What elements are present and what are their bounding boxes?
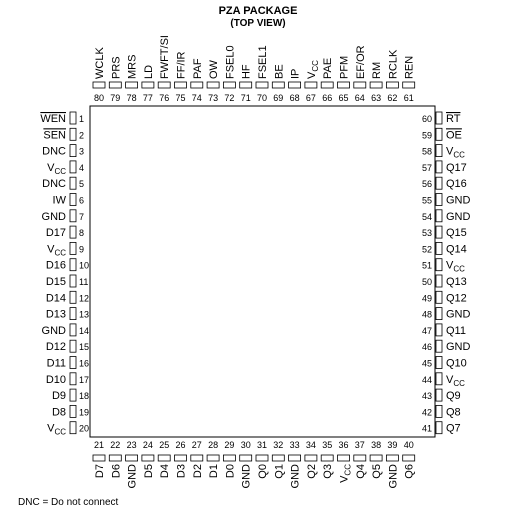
pin-label-72: FSEL0 bbox=[224, 45, 237, 79]
pin-label-70: FSEL1 bbox=[257, 45, 269, 79]
pin-number-37: 37 bbox=[354, 440, 365, 450]
pin-number-68: 68 bbox=[289, 93, 300, 103]
pin-label-56: Q16 bbox=[446, 178, 467, 191]
pin-44 bbox=[436, 373, 442, 385]
pin-number-19: 19 bbox=[79, 407, 90, 418]
pin-number-26: 26 bbox=[175, 440, 186, 450]
pin-number-73: 73 bbox=[208, 93, 219, 103]
pin-69 bbox=[272, 82, 284, 88]
pin-label-7: GND bbox=[41, 210, 66, 223]
pin-number-57: 57 bbox=[421, 162, 432, 173]
pin-number-38: 38 bbox=[371, 440, 382, 450]
pin-number-47: 47 bbox=[421, 325, 432, 336]
pin-number-21: 21 bbox=[93, 440, 105, 450]
pin-9 bbox=[70, 242, 76, 254]
pin-label-35: Q3 bbox=[322, 464, 335, 479]
pin-24 bbox=[142, 455, 154, 461]
pin-label-1: WEN bbox=[40, 113, 66, 125]
pin-label-34: Q2 bbox=[305, 464, 318, 479]
pin-label-29: D0 bbox=[224, 464, 237, 479]
pin-label-23: GND bbox=[126, 464, 139, 489]
pin-38 bbox=[370, 455, 382, 461]
pin-26 bbox=[175, 455, 187, 461]
pin-37 bbox=[354, 455, 366, 461]
pin-number-71: 71 bbox=[240, 93, 251, 103]
pin-number-33: 33 bbox=[289, 440, 300, 450]
pin-54 bbox=[436, 210, 442, 222]
pin-number-46: 46 bbox=[421, 342, 432, 353]
pin-29 bbox=[223, 455, 235, 461]
pin-label-33: GND bbox=[289, 464, 302, 489]
pin-31 bbox=[256, 455, 268, 461]
pin-label-58: $V_{CC}$ bbox=[446, 145, 465, 160]
pin-label-61: REN bbox=[403, 55, 416, 79]
pin-number-6: 6 bbox=[79, 195, 85, 206]
pin-80 bbox=[93, 82, 105, 88]
pin-10 bbox=[70, 259, 76, 271]
pin-number-62: 62 bbox=[387, 93, 398, 103]
pin-4 bbox=[70, 161, 76, 173]
pin-number-50: 50 bbox=[421, 277, 432, 287]
pin-57 bbox=[436, 161, 442, 173]
package-title: PZA PACKAGE bbox=[218, 5, 298, 17]
pin-label-38: Q5 bbox=[371, 464, 384, 479]
pin-48 bbox=[436, 308, 442, 320]
pin-number-45: 45 bbox=[421, 358, 432, 369]
pin-label-4: $V_{CC}$ bbox=[47, 161, 66, 176]
pin-number-72: 72 bbox=[224, 93, 235, 103]
footnote: DNC = Do not connect bbox=[18, 497, 119, 508]
pin-number-53: 53 bbox=[421, 228, 432, 239]
pin-21 bbox=[93, 455, 105, 461]
pin-number-59: 59 bbox=[421, 130, 432, 141]
pin-label-76: FWFT/SI bbox=[159, 35, 172, 79]
pin-45 bbox=[436, 357, 442, 369]
pin-number-24: 24 bbox=[142, 440, 153, 450]
pin-label-67: $V_{CC}$ bbox=[305, 60, 320, 79]
pin-number-64: 64 bbox=[354, 93, 365, 103]
pin-label-47: Q11 bbox=[446, 324, 466, 337]
pin-68 bbox=[289, 82, 301, 88]
pin-label-21: D7 bbox=[94, 464, 106, 479]
pin-label-39: GND bbox=[387, 464, 400, 489]
pin-label-31: Q0 bbox=[257, 464, 269, 479]
pin-label-51: $V_{CC}$ bbox=[446, 259, 465, 274]
pin-63 bbox=[370, 82, 382, 88]
pin-number-66: 66 bbox=[322, 93, 333, 103]
pin-number-8: 8 bbox=[79, 228, 85, 239]
pin-67 bbox=[305, 82, 317, 88]
pin-label-30: GND bbox=[240, 464, 253, 489]
pin-46 bbox=[436, 340, 442, 352]
pin-label-53: Q15 bbox=[446, 227, 467, 240]
pin-number-36: 36 bbox=[338, 440, 349, 450]
pin-number-74: 74 bbox=[191, 93, 202, 103]
pin-2 bbox=[70, 128, 76, 140]
pin-43 bbox=[436, 389, 442, 401]
pin-64 bbox=[354, 82, 366, 88]
pin-77 bbox=[142, 82, 154, 88]
pin-number-42: 42 bbox=[421, 407, 432, 418]
pin-number-34: 34 bbox=[305, 440, 316, 450]
pin-65 bbox=[338, 82, 350, 88]
pin-71 bbox=[240, 82, 252, 88]
pin-number-20: 20 bbox=[79, 423, 90, 434]
pin-label-59: OE bbox=[446, 129, 462, 142]
pin-number-22: 22 bbox=[110, 440, 121, 450]
pin-number-1: 1 bbox=[79, 114, 85, 124]
pin-label-75: FF/IR bbox=[175, 51, 188, 79]
pin-label-66: PAE bbox=[322, 57, 335, 79]
pin-number-76: 76 bbox=[159, 93, 170, 103]
pin-number-16: 16 bbox=[79, 358, 90, 369]
pin-47 bbox=[436, 324, 442, 336]
pin-label-52: Q14 bbox=[446, 243, 467, 256]
pin-number-17: 17 bbox=[79, 374, 90, 385]
pin-number-48: 48 bbox=[421, 309, 432, 320]
pin-36 bbox=[338, 455, 350, 461]
pin-number-27: 27 bbox=[191, 440, 202, 450]
pin-30 bbox=[240, 455, 252, 461]
pin-49 bbox=[436, 291, 442, 303]
pin-label-74: PAF bbox=[191, 58, 204, 79]
pin-label-71: HF bbox=[240, 64, 253, 79]
pin-label-6: IW bbox=[52, 194, 66, 207]
pin-number-61: 61 bbox=[403, 93, 414, 103]
pin-label-20: $V_{CC}$ bbox=[47, 422, 66, 437]
pin-number-75: 75 bbox=[175, 93, 186, 103]
pin-32 bbox=[272, 455, 284, 461]
pin-label-68: IP bbox=[289, 68, 302, 79]
pin-label-48: GND bbox=[446, 308, 471, 321]
pin-label-14: GND bbox=[41, 324, 66, 337]
pin-72 bbox=[223, 82, 235, 88]
pin-label-42: Q8 bbox=[446, 406, 461, 419]
pin-18 bbox=[70, 389, 76, 401]
pin-number-69: 69 bbox=[273, 93, 284, 103]
package-subtitle: (TOP VIEW) bbox=[230, 18, 286, 29]
pin-label-25: D4 bbox=[159, 464, 172, 479]
pin-41 bbox=[436, 422, 442, 434]
pin-label-60: RT bbox=[446, 113, 461, 125]
pin-label-77: LD bbox=[142, 64, 155, 79]
pin-number-12: 12 bbox=[79, 293, 90, 304]
pin-23 bbox=[126, 455, 138, 461]
pin-8 bbox=[70, 226, 76, 238]
pin-number-9: 9 bbox=[79, 244, 85, 255]
pin-label-22: D6 bbox=[110, 464, 123, 479]
pin-label-69: BE bbox=[273, 64, 286, 79]
pin-number-49: 49 bbox=[421, 293, 432, 304]
pin-27 bbox=[191, 455, 203, 461]
pin-label-2: SEN bbox=[43, 129, 66, 142]
pin-label-37: Q4 bbox=[354, 464, 367, 479]
pin-50 bbox=[436, 275, 442, 287]
pin-33 bbox=[289, 455, 301, 461]
pin-label-80: WCLK bbox=[94, 47, 106, 79]
pin-42 bbox=[436, 405, 442, 417]
pin-66 bbox=[321, 82, 333, 88]
pin-number-77: 77 bbox=[142, 93, 153, 103]
pin-1 bbox=[70, 112, 76, 124]
pin-73 bbox=[207, 82, 219, 88]
pin-14 bbox=[70, 324, 76, 336]
pin-label-15: D12 bbox=[45, 341, 66, 354]
pin-label-49: Q12 bbox=[446, 292, 467, 305]
pin-70 bbox=[256, 82, 268, 88]
pin-number-25: 25 bbox=[159, 440, 170, 450]
pin-label-9: $V_{CC}$ bbox=[47, 243, 66, 258]
pin-34 bbox=[305, 455, 317, 461]
pin-label-43: Q9 bbox=[446, 390, 461, 403]
pin-52 bbox=[436, 242, 442, 254]
pin-13 bbox=[70, 308, 76, 320]
pin-75 bbox=[175, 82, 187, 88]
pin-60 bbox=[436, 112, 442, 124]
pin-label-11: D15 bbox=[45, 276, 66, 288]
pin-number-32: 32 bbox=[273, 440, 284, 450]
pin-3 bbox=[70, 145, 76, 157]
pin-number-65: 65 bbox=[338, 93, 349, 103]
pin-label-65: PFM bbox=[338, 55, 351, 79]
pin-number-35: 35 bbox=[322, 440, 333, 450]
pin-number-5: 5 bbox=[79, 179, 85, 190]
pin-label-18: D9 bbox=[51, 390, 66, 403]
pin-label-79: PRS bbox=[110, 56, 123, 79]
pin-22 bbox=[109, 455, 121, 461]
pin-label-28: D1 bbox=[208, 464, 221, 479]
pin-62 bbox=[386, 82, 398, 88]
pin-number-56: 56 bbox=[421, 179, 432, 190]
pin-number-31: 31 bbox=[256, 440, 268, 450]
pin-label-3: DNC bbox=[42, 145, 66, 158]
pin-number-43: 43 bbox=[421, 391, 432, 402]
pin-number-10: 10 bbox=[79, 260, 90, 271]
pin-label-12: D14 bbox=[45, 292, 66, 305]
pin-label-32: Q1 bbox=[273, 464, 286, 479]
pin-label-5: DNC bbox=[42, 178, 66, 191]
pin-number-18: 18 bbox=[79, 391, 90, 402]
pin-53 bbox=[436, 226, 442, 238]
pin-label-13: D13 bbox=[45, 308, 66, 321]
pin-number-55: 55 bbox=[421, 195, 432, 206]
pin-35 bbox=[321, 455, 333, 461]
pin-label-73: OW bbox=[208, 60, 221, 79]
pin-label-78: MRS bbox=[126, 54, 139, 79]
pin-25 bbox=[158, 455, 170, 461]
pin-number-2: 2 bbox=[79, 130, 85, 141]
pin-59 bbox=[436, 128, 442, 140]
pin-51 bbox=[436, 259, 442, 271]
pin-label-55: GND bbox=[446, 194, 471, 207]
pin-label-8: D17 bbox=[45, 227, 66, 240]
pin-78 bbox=[126, 82, 138, 88]
pin-number-80: 80 bbox=[93, 93, 105, 103]
pin-number-51: 51 bbox=[421, 260, 432, 271]
pin-6 bbox=[70, 194, 76, 206]
pin-label-63: RM bbox=[371, 61, 384, 79]
pin-label-57: Q17 bbox=[446, 161, 467, 174]
pin-11 bbox=[70, 275, 76, 287]
pin-28 bbox=[207, 455, 219, 461]
pin-number-4: 4 bbox=[79, 162, 85, 173]
pin-number-3: 3 bbox=[79, 146, 85, 157]
pin-label-64: EF/OR bbox=[354, 45, 367, 79]
pin-label-36: $V_{CC}$ bbox=[338, 464, 353, 483]
pin-number-40: 40 bbox=[403, 440, 414, 450]
pin-number-78: 78 bbox=[126, 93, 137, 103]
pin-number-54: 54 bbox=[421, 211, 432, 222]
pin-19 bbox=[70, 405, 76, 417]
pin-label-41: Q7 bbox=[446, 422, 461, 435]
pin-number-15: 15 bbox=[79, 342, 90, 353]
pin-number-58: 58 bbox=[421, 146, 432, 157]
pin-74 bbox=[191, 82, 203, 88]
pin-label-62: RCLK bbox=[387, 49, 400, 79]
pin-number-44: 44 bbox=[421, 374, 432, 385]
pin-number-28: 28 bbox=[208, 440, 219, 450]
pin-5 bbox=[70, 177, 76, 189]
pin-label-16: D11 bbox=[46, 357, 66, 370]
pin-79 bbox=[109, 82, 121, 88]
pin-56 bbox=[436, 177, 442, 189]
pin-15 bbox=[70, 340, 76, 352]
pin-label-10: D16 bbox=[45, 259, 66, 272]
pin-7 bbox=[70, 210, 76, 222]
pin-39 bbox=[386, 455, 398, 461]
pin-number-70: 70 bbox=[256, 93, 268, 103]
pin-label-54: GND bbox=[446, 210, 471, 223]
pin-number-79: 79 bbox=[110, 93, 121, 103]
pin-number-60: 60 bbox=[421, 114, 432, 124]
pin-label-17: D10 bbox=[45, 373, 66, 386]
pin-number-63: 63 bbox=[371, 93, 382, 103]
pin-label-45: Q10 bbox=[446, 357, 467, 370]
pin-58 bbox=[436, 145, 442, 157]
pin-number-41: 41 bbox=[421, 423, 432, 434]
pin-61 bbox=[403, 82, 415, 88]
pin-number-14: 14 bbox=[79, 325, 90, 336]
pin-12 bbox=[70, 291, 76, 303]
pin-number-7: 7 bbox=[79, 211, 85, 222]
pin-number-11: 11 bbox=[79, 277, 89, 287]
pin-76 bbox=[158, 82, 170, 88]
pin-number-23: 23 bbox=[126, 440, 137, 450]
pin-40 bbox=[403, 455, 415, 461]
pin-label-26: D3 bbox=[175, 464, 188, 479]
pin-17 bbox=[70, 373, 76, 385]
pin-20 bbox=[70, 422, 76, 434]
pin-16 bbox=[70, 357, 76, 369]
pin-label-46: GND bbox=[446, 341, 471, 354]
pin-number-13: 13 bbox=[79, 309, 90, 320]
pin-55 bbox=[436, 194, 442, 206]
chip-body bbox=[90, 106, 435, 437]
pin-number-30: 30 bbox=[240, 440, 251, 450]
pin-label-50: Q13 bbox=[446, 276, 467, 288]
pin-label-24: D5 bbox=[142, 464, 155, 479]
pin-label-27: D2 bbox=[191, 464, 204, 479]
pin-label-44: $V_{CC}$ bbox=[446, 373, 465, 388]
pin-label-19: D8 bbox=[51, 406, 66, 419]
pin-number-52: 52 bbox=[421, 244, 432, 255]
pin-number-39: 39 bbox=[387, 440, 398, 450]
pin-number-29: 29 bbox=[224, 440, 235, 450]
pin-number-67: 67 bbox=[305, 93, 316, 103]
pins-layer bbox=[40, 35, 470, 488]
pin-label-40: Q6 bbox=[403, 464, 416, 479]
